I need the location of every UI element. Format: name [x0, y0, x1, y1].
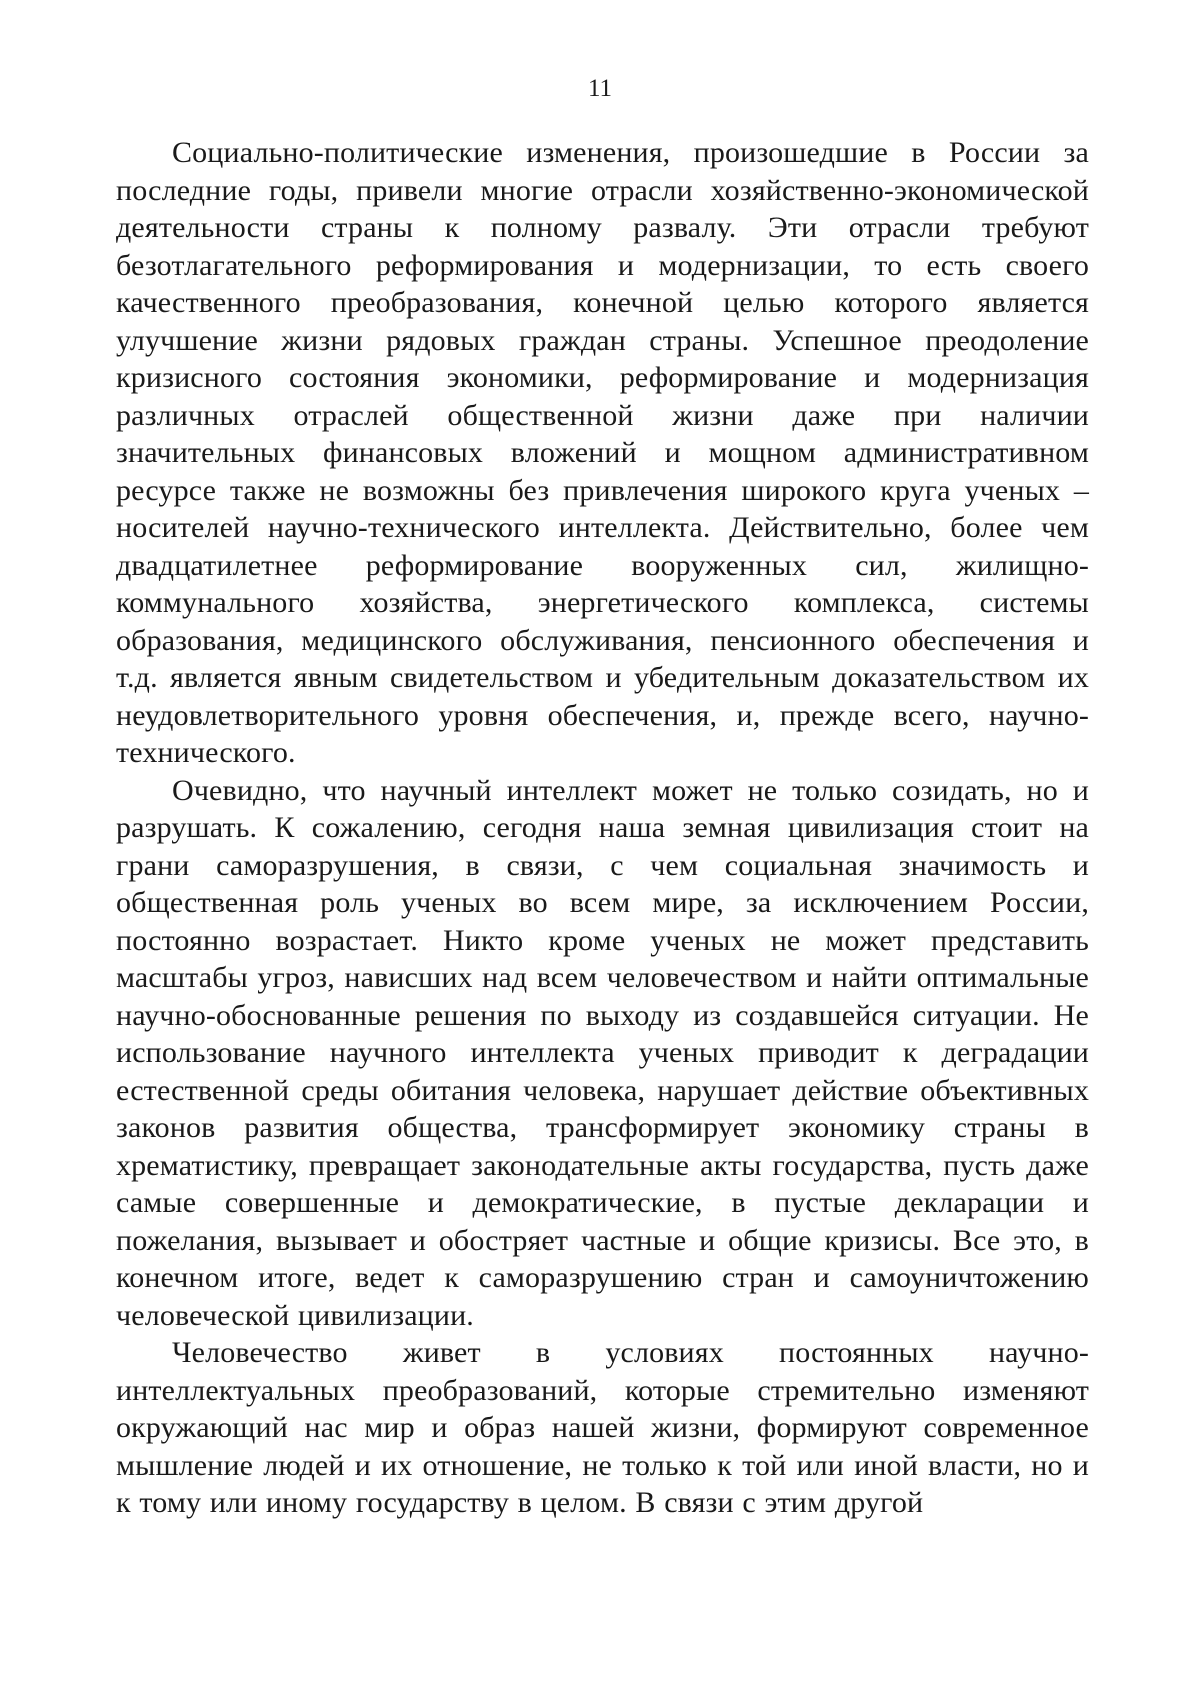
paragraph-2: Очевидно, что научный интеллект может не только созидать, но и разрушать. К сожалению, сегодня наша земная цивилизация стоит на грани саморазрушения, в связи, с чем социальная значимость и общественная роль ученых во всем мире, за исключением России, постоянно возрастает. Никто кроме ученых не может представить масштабы угроз, нависших над всем человечеством и найти оптимальные научно-обоснованные решения по выходу из создавшейся ситуации. Не использование научного интеллекта ученых приводит к деградации естественной среды обитания человека, нарушает действие объективных законов развития общества, трансформирует экономику страны в хрематистику, превращает законодательные акты государства, пусть даже самые совершенные и демократические, в пустые декларации и пожелания, вызывает и обостряет частные и общие кризисы. Все это, в конечном итоге, ведет к саморазрушению стран и самоуничтожению человеческой цивилизации. — [116, 773, 1089, 1332]
body-text — [116, 134, 1089, 1522]
paragraph-3: Человечество живет в условиях постоянных научно-интеллектуальных преобразований, которые стремительно изменяют окружающий нас мир и образ нашей жизни, формируют современное мышление людей и их отношение, не только к той или иной власти, но и к тому или иному государству в целом. В связи с этим другой — [116, 1336, 1089, 1519]
paragraph-1: Социально-политические изменения, произошедшие в России за последние годы, привели многие отрасли хозяйственно-экономической деятельности страны к полному развалу. Эти отрасли требуют безотлагательного реформирования и модернизации, то есть своего качественного преобразования, конечной целью которого является улучшение жизни рядовых граждан страны. Успешное преодоление кризисного состояния экономики, реформирование и модернизация различных отраслей общественной жизни даже при наличии значительных финансовых вложений и мощном административном ресурсе также не возможны без привлечения широкого круга ученых – носителей научно-технического интеллекта. Действительно, более чем двадцатилетнее реформирование вооруженных сил, жилищно-коммунального хозяйства, энергетического комплекса, системы образования, медицинского обслуживания, пенсионного обеспечения и т.д. является явным свидетельством и убедительным доказательством их неудовлетворительного уровня обеспечения, и, прежде всего, научно-технического. — [116, 136, 1089, 769]
page-number: 11 — [587, 75, 613, 102]
